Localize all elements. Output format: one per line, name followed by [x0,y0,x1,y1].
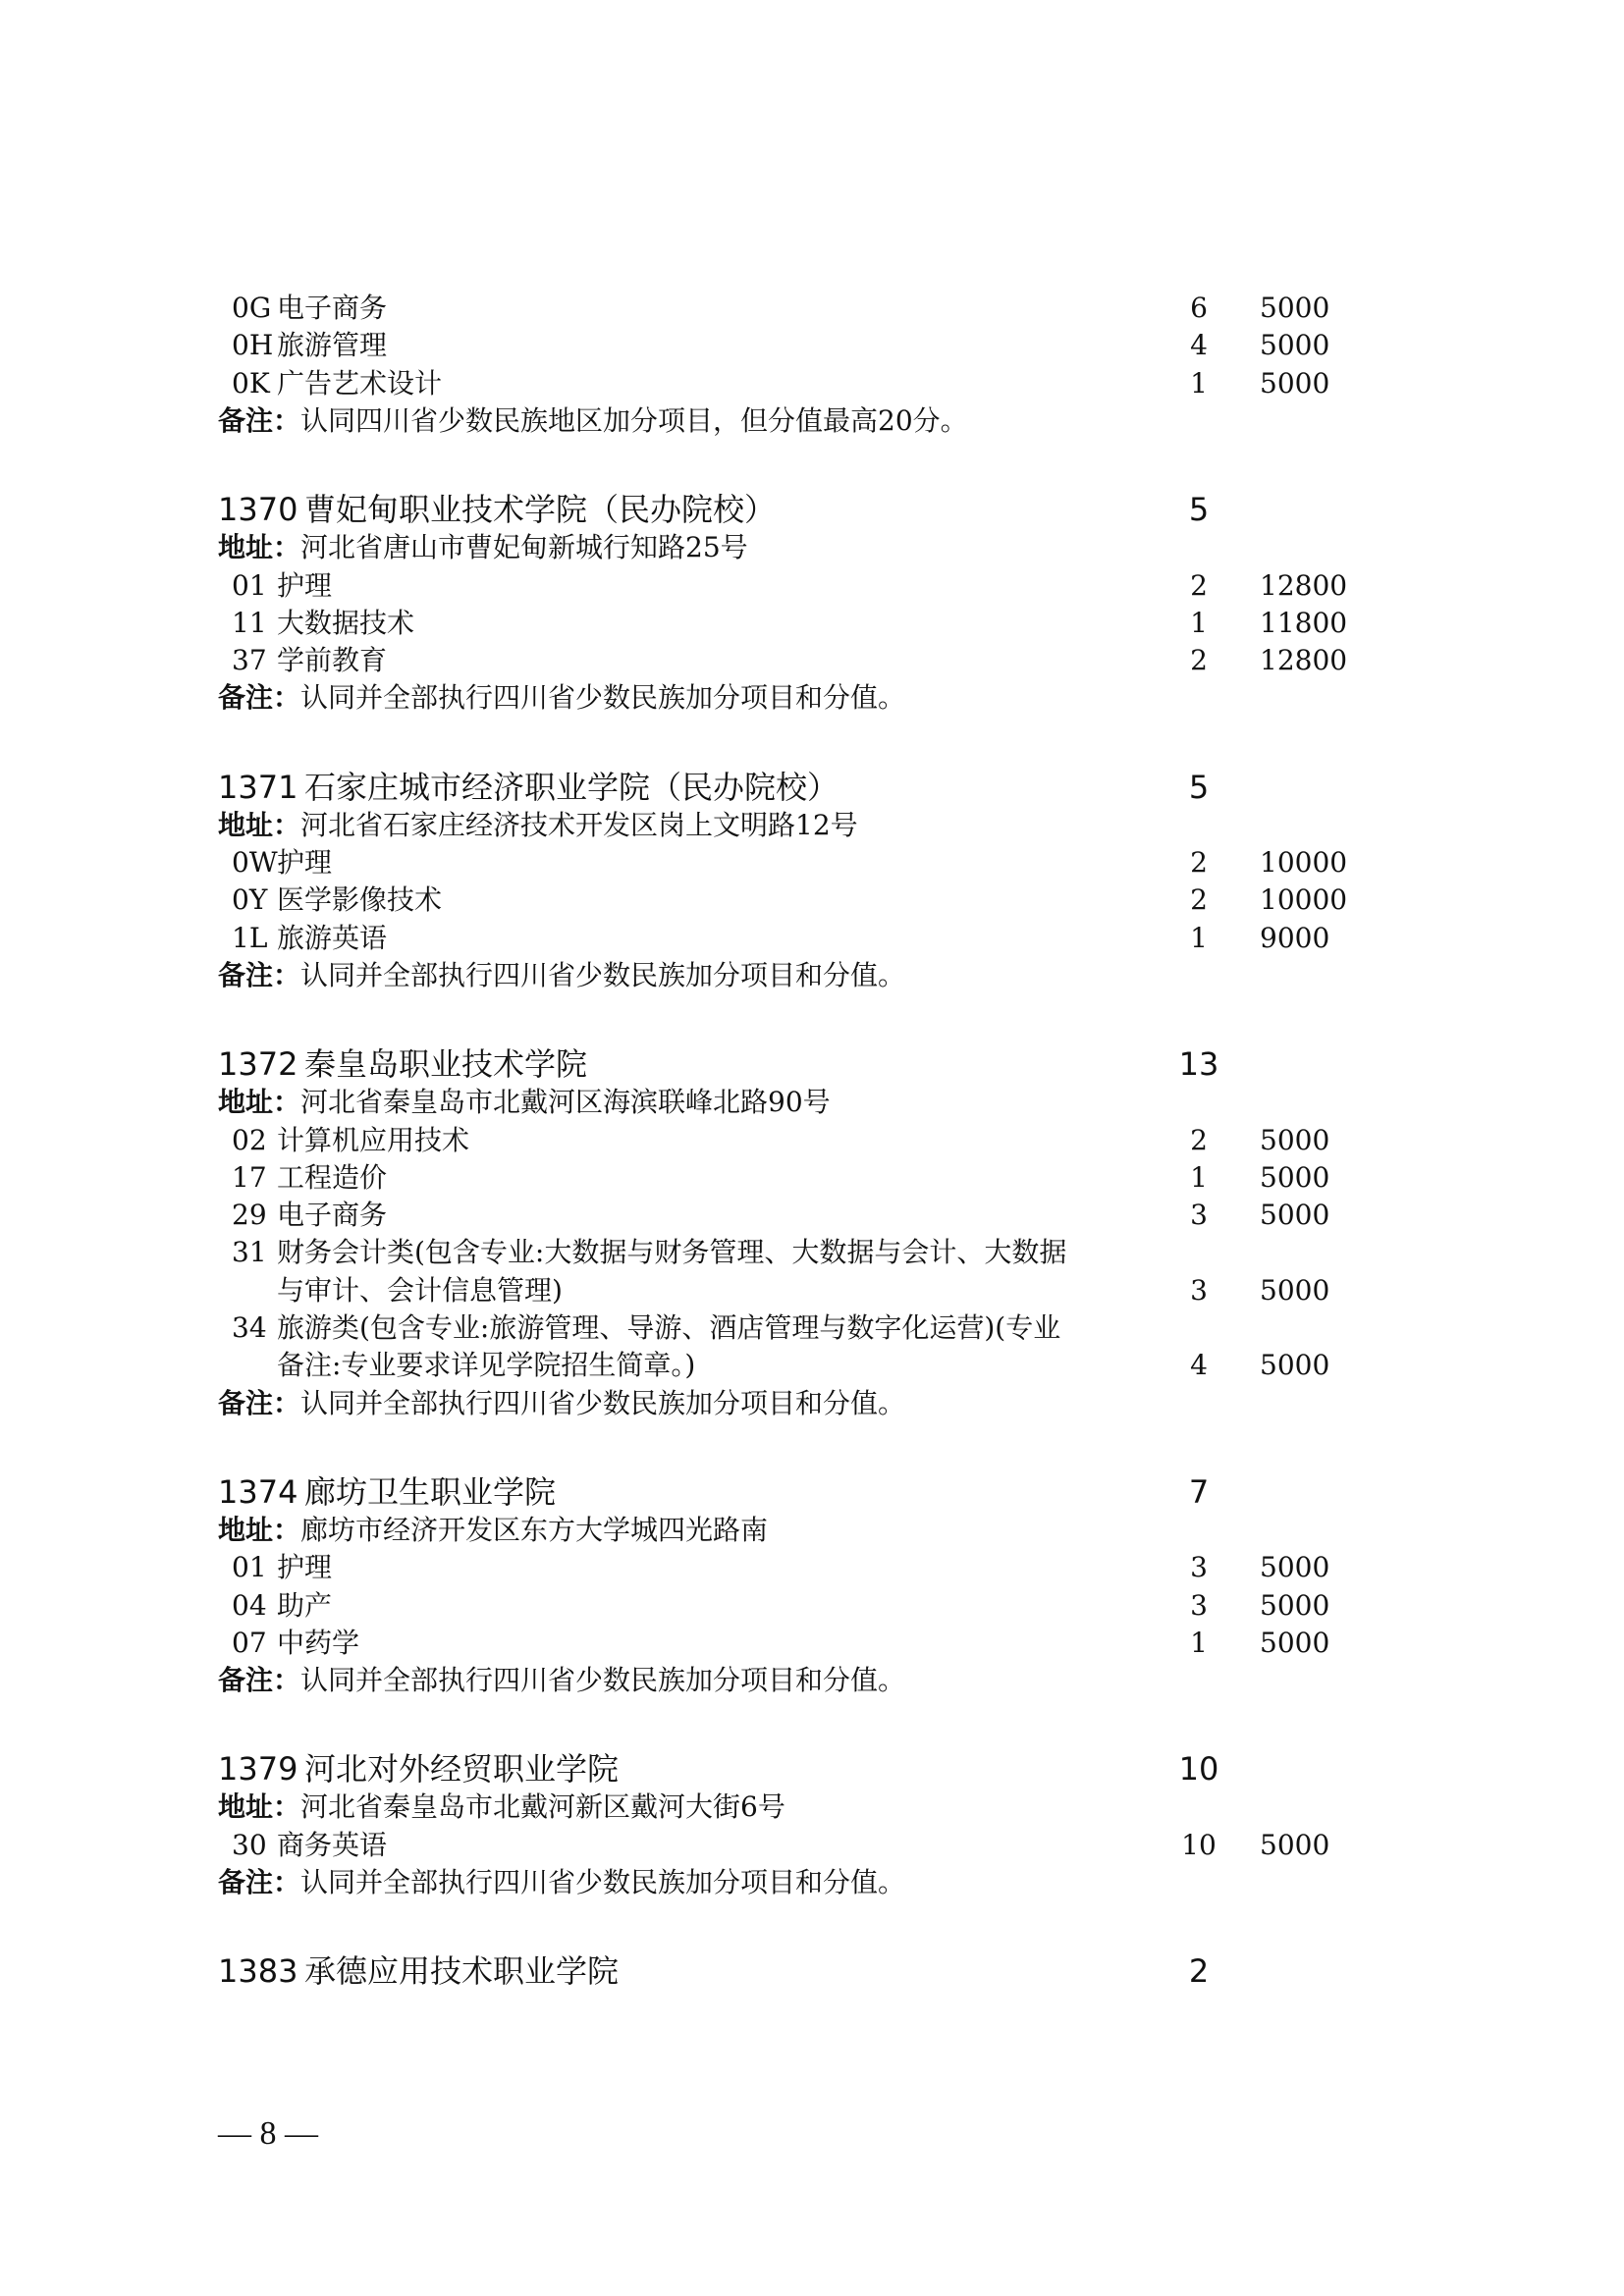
major-row [0,1197,1624,1234]
address-label: 地址： [218,1790,301,1824]
school-header [0,766,1624,809]
school-name: 廊坊卫生职业学院 [304,1472,557,1511]
quota-value: 2 [1190,568,1208,602]
quota-value: 4 [1190,1349,1208,1382]
quota-value: 1 [1190,1160,1208,1194]
major-name: 学前教育 [277,644,388,677]
major-name: 财务会计类(包含专业:大数据与财务管理、大数据与会计、大数据 [277,1236,1067,1269]
address-row [0,807,1624,844]
major-code: 17 [232,1160,267,1194]
address-text: 河北省秦皇岛市北戴河新区戴河大街6号 [300,1790,785,1824]
quota-value: 6 [1190,292,1208,324]
major-name: 助产 [277,1588,333,1622]
address-row [0,1789,1624,1826]
major-code: 0Y [232,883,268,917]
major-code: 11 [232,606,267,639]
school-code: 1372 [218,1045,298,1084]
major-name: 护理 [277,1551,333,1584]
address-text: 河北省秦皇岛市北戴河区海滨联峰北路90号 [300,1086,831,1119]
note-label: 备注： [218,1664,301,1697]
tuition-fee: 9000 [1260,921,1330,954]
quota-value: 3 [1190,1273,1208,1307]
tuition-fee: 12800 [1260,568,1348,602]
note-row [0,402,1624,440]
major-row-continuation [0,1347,1624,1384]
quota-value: 3 [1190,1551,1208,1584]
quota-value: 1 [1190,921,1208,954]
quota-value: 10 [1181,1828,1217,1861]
school-header [0,1042,1624,1086]
major-name: 工程造价 [277,1160,388,1194]
note-label: 备注： [218,958,301,991]
page-number: — 8 — [218,2115,318,2152]
note-text: 认同并全部执行四川省少数民族加分项目和分值。 [300,681,906,715]
address-label: 地址： [218,1513,301,1546]
major-row [0,1122,1624,1159]
major-row [0,290,1624,327]
quota-value: 4 [1190,329,1208,362]
quota-value: 2 [1190,1123,1208,1156]
major-code: 01 [232,568,267,602]
school-name: 石家庄城市经济职业学院（民办院校） [304,768,839,806]
major-name: 医学影像技术 [277,883,443,917]
school-name: 河北对外经贸职业学院 [304,1750,620,1789]
note-label: 备注： [218,681,301,715]
quota-value: 3 [1190,1199,1208,1232]
major-code: 04 [232,1588,267,1622]
school-code: 1379 [218,1750,298,1789]
quota-value: 2 [1190,846,1208,879]
school-name: 承德应用技术职业学院 [304,1952,620,1991]
quota-value: 2 [1190,883,1208,917]
school-name: 曹妃甸职业技术学院（民办院校） [304,491,777,529]
major-row [0,1549,1624,1586]
address-row [0,1512,1624,1549]
note-text: 认同四川省少数民族地区加分项目，但分值最高20分。 [300,403,968,437]
note-row [0,957,1624,994]
school-total: 7 [1188,1472,1210,1511]
major-row [0,920,1624,957]
tuition-fee: 5000 [1260,1349,1330,1382]
major-code: 30 [232,1828,267,1861]
tuition-fee: 5000 [1260,1551,1330,1584]
major-row [0,1827,1624,1864]
major-code: 01 [232,1551,267,1584]
note-text: 认同并全部执行四川省少数民族加分项目和分值。 [300,1386,906,1419]
tuition-fee: 5000 [1260,1626,1330,1659]
major-name: 广告艺术设计 [277,366,443,400]
major-row [0,1309,1624,1347]
major-row [0,1159,1624,1197]
tuition-fee: 5000 [1260,366,1330,400]
major-row [0,1234,1624,1271]
major-name-continued: 与审计、会计信息管理) [277,1273,563,1307]
address-label: 地址： [218,808,301,841]
major-name: 电子商务 [277,1199,388,1232]
major-row [0,605,1624,642]
tuition-fee: 10000 [1260,846,1348,879]
note-label: 备注： [218,1386,301,1419]
tuition-fee: 5000 [1260,1199,1330,1232]
tuition-fee: 10000 [1260,883,1348,917]
school-total: 10 [1178,1750,1219,1789]
tuition-fee: 5000 [1260,1828,1330,1861]
major-name: 大数据技术 [277,606,415,639]
school-code: 1383 [218,1952,298,1991]
major-name-continued: 备注:专业要求详见学院招生简章。) [277,1349,696,1382]
note-label: 备注： [218,1866,301,1898]
major-code: 0H [232,329,274,362]
tuition-fee: 5000 [1260,292,1330,324]
major-name: 旅游管理 [277,329,388,362]
major-row [0,881,1624,919]
major-row [0,365,1624,402]
quota-value: 2 [1190,644,1208,677]
note-text: 认同并全部执行四川省少数民族加分项目和分值。 [300,1866,906,1898]
quota-value: 1 [1190,366,1208,400]
major-code: 31 [232,1236,267,1269]
major-name: 中药学 [277,1626,360,1659]
note-row [0,1385,1624,1422]
address-label: 地址： [218,1086,301,1119]
major-row [0,327,1624,364]
major-name: 护理 [277,568,333,602]
major-code: 34 [232,1311,267,1344]
school-code: 1371 [218,768,298,806]
major-name: 电子商务 [277,292,388,324]
note-label: 备注： [218,403,301,437]
school-total: 2 [1188,1952,1210,1991]
major-code: 02 [232,1123,267,1156]
address-text: 河北省唐山市曹妃甸新城行知路25号 [300,531,748,564]
major-row [0,1625,1624,1662]
quota-value: 3 [1190,1588,1208,1622]
tuition-fee: 11800 [1260,606,1348,639]
major-name: 旅游类(包含专业:旅游管理、导游、酒店管理与数字化运营)(专业 [277,1311,1061,1344]
major-row-continuation [0,1272,1624,1309]
address-text: 廊坊市经济开发区东方大学城四光路南 [300,1513,769,1546]
major-name: 商务英语 [277,1828,388,1861]
note-row [0,1864,1624,1901]
tuition-fee: 5000 [1260,1160,1330,1194]
address-row [0,529,1624,566]
major-code: 0W [232,846,278,879]
address-text: 河北省石家庄经济技术开发区岗上文明路12号 [300,808,858,841]
address-row [0,1084,1624,1121]
school-header [0,1470,1624,1514]
tuition-fee: 5000 [1260,1273,1330,1307]
tuition-fee: 12800 [1260,644,1348,677]
school-header [0,488,1624,531]
major-code: 29 [232,1199,267,1232]
major-row [0,567,1624,605]
major-code: 07 [232,1626,267,1659]
school-header [0,1747,1624,1790]
major-code: 1L [232,921,268,954]
school-code: 1374 [218,1472,298,1511]
school-name: 秦皇岛职业技术学院 [304,1045,588,1084]
major-code: 0K [232,366,270,400]
school-total: 5 [1188,768,1210,806]
address-label: 地址： [218,531,301,564]
tuition-fee: 5000 [1260,329,1330,362]
tuition-fee: 5000 [1260,1123,1330,1156]
major-row [0,642,1624,679]
major-name: 旅游英语 [277,921,388,954]
major-name: 计算机应用技术 [277,1123,470,1156]
note-text: 认同并全部执行四川省少数民族加分项目和分值。 [300,958,906,991]
note-row [0,679,1624,717]
note-text: 认同并全部执行四川省少数民族加分项目和分值。 [300,1664,906,1697]
major-code: 37 [232,644,267,677]
quota-value: 1 [1190,606,1208,639]
major-code: 0G [232,292,272,324]
quota-value: 1 [1190,1626,1208,1659]
major-name: 护理 [277,846,333,879]
school-total: 5 [1188,491,1210,529]
school-code: 1370 [218,491,298,529]
major-row [0,844,1624,881]
tuition-fee: 5000 [1260,1588,1330,1622]
school-total: 13 [1178,1045,1219,1084]
school-header [0,1949,1624,1993]
major-row [0,1587,1624,1625]
note-row [0,1662,1624,1699]
